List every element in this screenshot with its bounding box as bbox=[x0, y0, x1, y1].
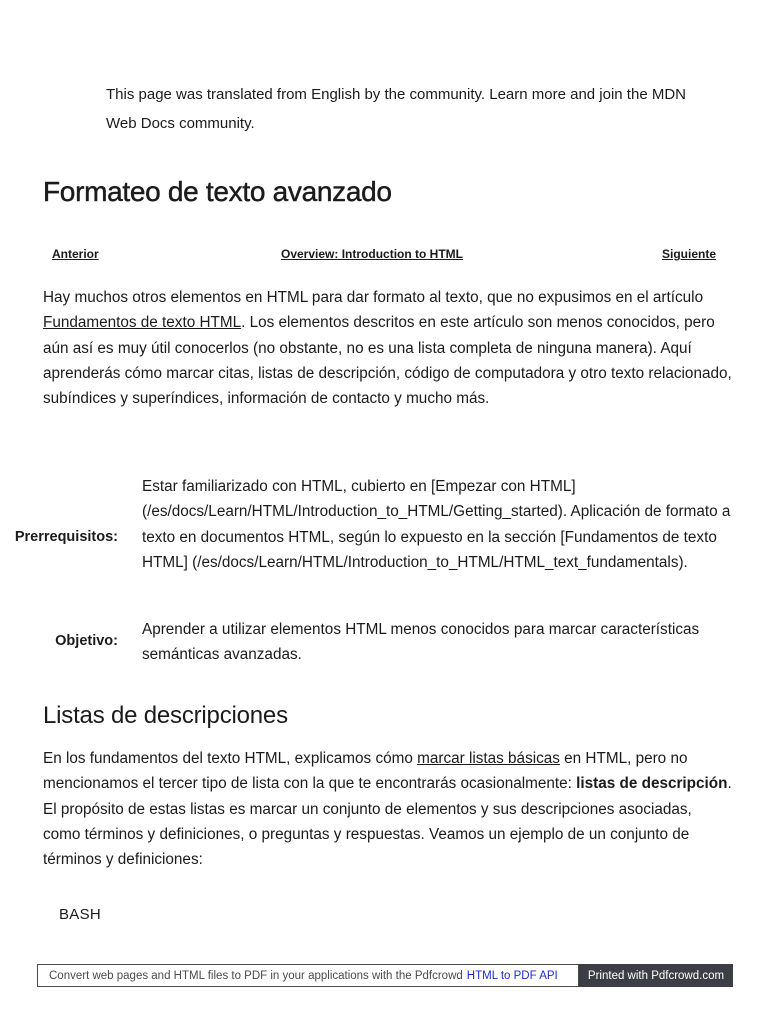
printed-with-badge[interactable]: Printed with Pdfcrowd.com bbox=[579, 964, 733, 987]
intro-paragraph bbox=[43, 285, 733, 411]
previous-link[interactable]: Anterior bbox=[52, 247, 99, 261]
section-heading: Listas de descripciones bbox=[43, 702, 288, 729]
desc-bold-term: listas de descripción bbox=[576, 775, 728, 793]
code-language-label: BASH bbox=[59, 906, 102, 923]
objective-text: Aprender a utilizar elementos HTML menos conocidos para marcar características semánticas avanzadas. bbox=[142, 621, 700, 664]
next-link[interactable]: Siguiente bbox=[661, 247, 716, 261]
footer-promo bbox=[37, 964, 579, 987]
prerequisites-label: Prerrequisitos: bbox=[14, 529, 118, 545]
description-lists-paragraph bbox=[43, 746, 733, 872]
desc-text-start: En los fundamentos del texto HTML, explicamos cómo bbox=[43, 750, 418, 767]
basic-lists-link[interactable]: marcar listas básicas bbox=[417, 750, 560, 767]
intro-text-end: . Los elementos descritos en este artículo son menos conocidos, pero aún así es muy útil conocerlos (no obstante, no es una lista completa de ninguna manera). Aquí aprenderás cómo marcar citas, listas de descripción, código de computadora y otro texto relacionado, subíndices y superíndices, información de contacto y mucho más. bbox=[43, 314, 732, 408]
objective-label: Objetivo: bbox=[55, 633, 118, 649]
overview-link[interactable]: Overview: Introduction to HTML bbox=[281, 247, 463, 261]
desc-text-middle: en HTML, pero no mencionamos el tercer tipo de lista con la que te encontrarás ocasionalmente: bbox=[43, 750, 688, 793]
fundamentals-link[interactable]: Fundamentos de texto HTML bbox=[43, 314, 242, 332]
page-title: Formateo de texto avanzado bbox=[43, 176, 392, 207]
footer-promo-text: Convert web pages and HTML files to PDF in your applications with the Pdfcrowd bbox=[49, 969, 463, 982]
html-to-pdf-api-link[interactable]: HTML to PDF API bbox=[466, 969, 558, 982]
article-navigation bbox=[0, 247, 768, 265]
translation-notice: This page was translated from English by the community. Learn more and join the MDN Web Docs community. bbox=[106, 86, 686, 132]
desc-text-end: . El propósito de estas listas es marcar un conjunto de elementos y sus descripciones asociadas, como términos y definiciones, o preguntas y respuestas. Veamos un ejemplo de un conjunto de términos y definiciones: bbox=[43, 775, 732, 869]
pdfcrowd-footer bbox=[37, 964, 733, 987]
intro-text-start: Hay muchos otros elementos en HTML para dar formato al texto, que no expusimos en el artículo bbox=[43, 289, 704, 306]
prerequisites-text: Estar familiarizado con HTML, cubierto en [Empezar con HTML] (/es/docs/Learn/HTML/Introduction_to_HTML/Getting_started). Aplicación de formato a texto en documentos HTML, según lo expuesto en la sección [Fundamentos de texto HTML] (/es/docs/Learn/HTML/Introduction_to_HTML/HTML_text_fundamentals). bbox=[142, 478, 731, 571]
